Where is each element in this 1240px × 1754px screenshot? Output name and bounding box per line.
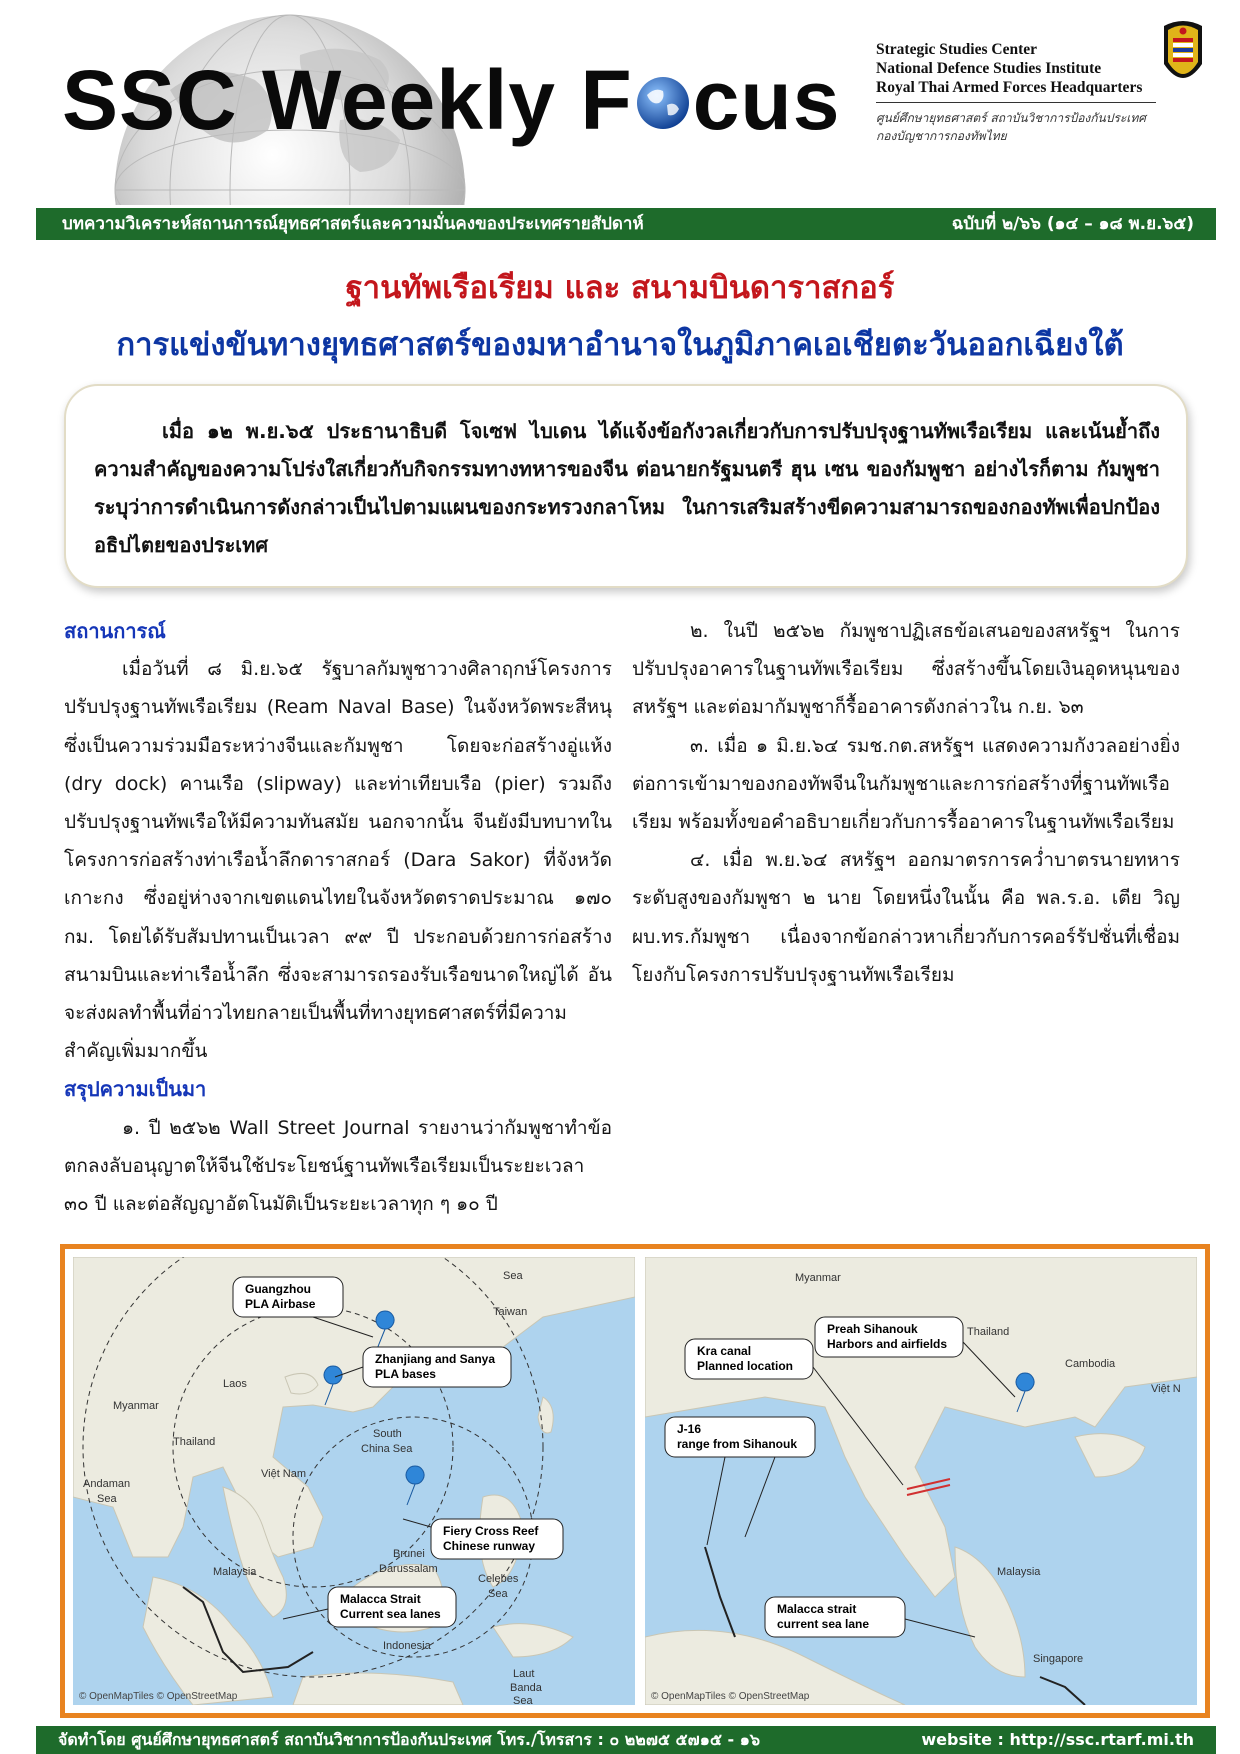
label-scs-2: China Sea [361,1443,413,1455]
background-point-1: ๑. ปี ๒๕๖๒ Wall Street Journal รายงานว่ากัมพูชาทำข้อตกลงลับอนุญาตให้จีนใช้ประโยชน์ฐานทัพเรือเรียมเป็นระยะเวลา ๓๐ ปี และต่อสัญญาอัตโนมัติเป็นระยะเวลาทุก ๆ ๑๐ ปี [64,1116,612,1216]
article-title-line-2: การแข่งขันทางยุทธศาสตร์ของมหาอำนาจในภูมิภาคเอเชียตะวันออกเฉียงใต้ [116,327,1124,363]
background-point-4: ๔. เมื่อ พ.ย.๖๔ สหรัฐฯ ออกมาตรการคว่ำบาตรนายทหารระดับสูงของกัมพูชา ๒ นาย โดยหนึ่งในนั้น คือ พล.ร.อ. เตีย วิญ ผบ.ทร.กัมพูชา เนื่องจากข้อกล่าวหาเกี่ยวกับการคอร์รัปชั่นที่เชื่อมโยงกับโครงการปรับปรุงฐานทัพเรือเรียม [632,849,1180,986]
callout-malacca-left-line2: Current sea lanes [340,1607,441,1621]
label-myanmar: Myanmar [113,1400,159,1412]
org-name-th-2: กองบัญชาการกองทัพไทย [876,129,1007,143]
label-banda-sea: Sea [513,1695,533,1705]
label-celebes-sea: Sea [488,1588,508,1600]
callout-zhanjiang-line2: PLA bases [375,1367,436,1381]
masthead-o-globe-icon [635,75,691,131]
label-darussalam: Darussalam [379,1563,438,1575]
organization-block [876,40,1176,145]
label-laut: Laut [513,1668,535,1680]
callout-malacca-right-line1: Malacca strait [777,1602,857,1616]
org-name-en-2: National Defence Studies Institute [876,60,1102,77]
callout-preah-line2: Harbors and airfields [827,1337,948,1351]
article-title-line-1: ฐานทัพเรือเรียม และ สนามบินดาราสกอร์ [345,270,895,306]
background-point-3: ๓. เมื่อ ๑ มิ.ย.๖๔ รมช.กต.สหรัฐฯ แสดงความกังวลอย่างยิ่งต่อการเข้ามาของกองทัพจีนในกัมพูชาและการก่อสร้างที่ฐานทัพเรือเรียม พร้อมทั้งขอคำอธิบายเกี่ยวกับการรื้ออาคารในฐานทัพเรือเรียม [632,734,1180,834]
callout-preah-line1: Preah Sihanouk [827,1322,918,1336]
callout-kra-line2: Planned location [697,1359,794,1373]
map-attribution-right: © OpenMapTiles © OpenStreetMap [651,1691,810,1702]
map-gulf-of-thailand [645,1257,1197,1705]
label-vietnam: Việt Nam [261,1468,307,1480]
summary-text: เมื่อ ๑๒ พ.ย.๖๕ ประธานาธิบดี โจเซฟ ไบเดน ได้แจ้งข้อกังวลเกี่ยวกับการปรับปรุงฐานทัพเรือเรียม และเน้นย้ำถึงความสำคัญของความโปร่งใสเกี่ยวกับกิจกรรมทางทหารของจีน ต่อนายกรัฐมนตรี ฮุน เซน ของกัมพูชา อย่างไรก็ตาม กัมพูชาระบุว่าการดำเนินการดังกล่าวเป็นไปตามแผนของกระทรวงกลาโหม ในการเสริมสร้างขีดความสามารถของกองทัพเพื่อปกป้องอธิปไตยของประเทศ [94,419,1160,557]
issue-subtitle-bar [36,208,1216,240]
label-sea-top: Sea [503,1270,523,1282]
callout-malacca-left-line1: Malacca Strait [340,1592,421,1606]
masthead-title [62,53,841,147]
org-name-th-1: ศูนย์ศึกษายุทธศาสตร์ สถาบันวิชาการป้องกันประเทศ [876,111,1146,125]
body-column-right [632,612,1180,994]
callout-j16-line2: range from Sihanouk [677,1437,798,1451]
situation-paragraph: เมื่อวันที่ ๘ มิ.ย.๖๕ รัฐบาลกัมพูชาวางศิลาฤกษ์โครงการปรับปรุงฐานทัพเรือเรียม (Ream Naval Base) ในจังหวัดพระสีหนุ ซึ่งเป็นความร่วมมือระหว่างจีนและกัมพูชา โดยจะก่อสร้างอู่แห้ง (dry dock) คานเรือ (slipway) และท่าเทียบเรือ (pier) รวมถึงปรับปรุงฐานทัพเรือให้มีความทันสมัย นอกจากนั้น จีนยังมีบทบาทในโครงการก่อสร้างท่าเรือน้ำลึกดาราสกอร์ (Dara Sakor) ที่จังหวัดเกาะกง ซึ่งอยู่ห่างจากเขตแดนไทยในจังหวัดตราดประมาณ ๑๗๐ กม. โดยได้รับสัมปทานเป็นเวลา ๙๙ ปี ประกอบด้วยการก่อสร้างสนามบินและท่าเรือน้ำลึก ซึ่งจะสามารถรองรับเรือขนาดใหญ่ได้ อันจะส่งผลทำพื้นที่อ่าวไทยกลายเป็นพื้นที่ทางยุทธศาสตร์ที่มีความสำคัญเพิ่มมากขึ้น [64,658,612,1063]
org-name-en-3: Royal Thai Armed Forces Headquarters [876,79,1143,96]
label-cambodia: Cambodia [1065,1358,1116,1370]
label-taiwan: Taiwan [493,1306,528,1318]
callout-kra-line1: Kra canal [697,1344,752,1358]
footer-bar [36,1726,1216,1754]
callout-j16-line1: J-16 [677,1422,702,1436]
heading-background: สรุปความเป็นมา [64,1077,207,1102]
issue-number: ฉบับที่ ๒/๖๖ (๑๔ – ๑๘ พ.ย.๖๕) [951,214,1194,234]
label-vietnam-right: Việt N [1151,1383,1181,1395]
label-malaysia: Malaysia [213,1566,257,1578]
crest-emblem [1158,16,1208,96]
map-south-china-sea [73,1257,635,1705]
label-thailand-right: Thailand [967,1326,1010,1338]
label-myanmar-right: Myanmar [795,1272,841,1284]
map-attribution-left: © OpenMapTiles © OpenStreetMap [79,1691,238,1702]
callout-guangzhou-line2: PLA Airbase [245,1297,316,1311]
callout-fiery-line1: Fiery Cross Reef [443,1524,539,1538]
maps-figure [60,1244,1210,1718]
heading-situation: สถานการณ์ [64,619,166,643]
footer-contact: จัดทำโดย ศูนย์ศึกษายุทธศาสตร์ สถาบันวิชาการป้องกันประเทศ โทร./โทรสาร : ๐ ๒๒๗๕ ๕๗๑๕ - ๑๖ [58,1730,761,1749]
callout-fiery-line2: Chinese runway [443,1539,536,1553]
label-banda: Banda [510,1682,542,1694]
callout-guangzhou-line1: Guangzhou [245,1282,311,1296]
label-andaman-2: Sea [97,1493,117,1505]
label-celebes: Celebes [478,1573,519,1585]
masthead-text-b: cus [692,53,841,147]
org-name-en-1: Strategic Studies Center [876,41,1037,58]
label-singapore: Singapore [1033,1653,1084,1665]
callout-malacca-right-line2: current sea lane [777,1617,870,1631]
summary-box [64,384,1188,588]
background-point-2: ๒. ในปี ๒๕๖๒ กัมพูชาปฏิเสธข้อเสนอของสหรัฐฯ ในการปรับปรุงอาคารในฐานทัพเรือเรียม ซึ่งสร้างขึ้นโดยเงินอุดหนุนของสหรัฐฯ และต่อมากัมพูชาก็รื้ออาคารดังกล่าวใน ก.ย. ๖๓ [632,620,1180,719]
label-indonesia: Indonesia [383,1640,431,1652]
footer-website: website : http://ssc.rtarf.mi.th [921,1730,1194,1749]
body-column-left [64,612,612,1223]
label-scs-1: South [373,1428,402,1440]
issue-subtitle: บทความวิเคราะห์สถานการณ์ยุทธศาสตร์และความมั่นคงของประเทศรายสัปดาห์ [62,214,644,234]
label-andaman-1: Andaman [83,1478,131,1490]
label-laos: Laos [223,1378,247,1390]
masthead-text-a: SSC Weekly F [62,53,633,147]
label-malaysia-right: Malaysia [997,1566,1041,1578]
org-divider [876,102,1156,103]
label-thailand: Thailand [173,1436,216,1448]
callout-zhanjiang-line1: Zhanjiang and Sanya [375,1352,496,1366]
label-brunei: Brunei [393,1548,425,1560]
